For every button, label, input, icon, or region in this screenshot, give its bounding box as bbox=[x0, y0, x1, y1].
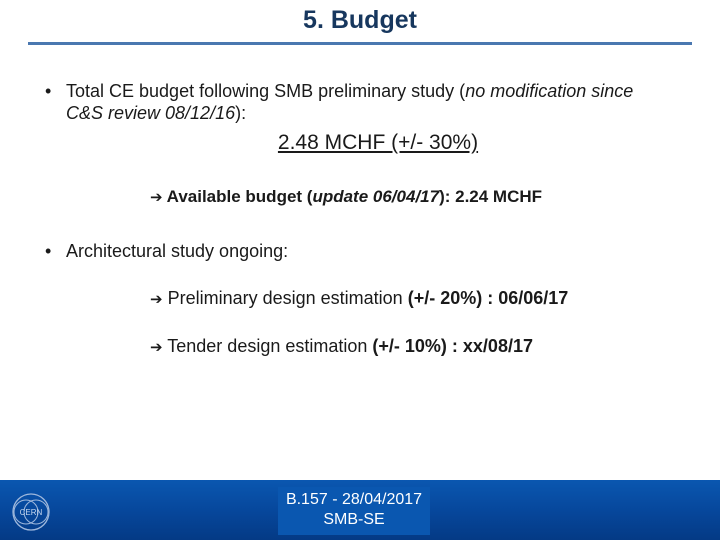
bullet-marker: • bbox=[45, 81, 52, 101]
footer-bar bbox=[0, 480, 720, 540]
sub-item-text-bold: (+/- 10%) : xx/08/17 bbox=[372, 336, 533, 356]
footer-org: SMB-SE bbox=[323, 511, 385, 528]
title-underline bbox=[28, 42, 692, 45]
logo-text: CERN bbox=[19, 508, 43, 517]
sub-item-tender-design bbox=[150, 335, 533, 358]
bullet-text-part: Total CE budget following SMB preliminary study ( bbox=[66, 81, 466, 101]
bullet-text-italic: C&S review 08/12/16 bbox=[66, 103, 236, 123]
bullet-total-budget bbox=[66, 80, 711, 124]
sub-item-text: Tender design estimation bbox=[167, 336, 373, 356]
bullet-text-part: ): bbox=[235, 103, 247, 123]
total-budget-value: 2.48 MCHF (+/- 30%) bbox=[277, 131, 479, 154]
arrow-right-icon: ➔ bbox=[150, 188, 163, 206]
bullet-architectural-study: Architectural study ongoing: bbox=[66, 241, 289, 261]
sub-item-text: Preliminary design estimation bbox=[167, 288, 408, 308]
slide-title: 5. Budget bbox=[303, 6, 417, 34]
cern-logo-icon bbox=[8, 490, 54, 534]
available-text-part: Available budget ( bbox=[166, 187, 313, 206]
footer-date: B.157 - 28/04/2017 bbox=[285, 491, 423, 508]
bullet-text-italic: no modification since bbox=[465, 81, 634, 101]
bullet-marker: • bbox=[45, 241, 52, 261]
available-text-italic: update 06/04/17 bbox=[312, 187, 440, 206]
sub-item-preliminary-design bbox=[150, 287, 568, 310]
footer-info-box bbox=[278, 487, 430, 535]
arrow-right-icon: ➔ bbox=[150, 290, 163, 308]
arrow-right-icon: ➔ bbox=[150, 338, 163, 356]
sub-item-text-bold: (+/- 20%) : 06/06/17 bbox=[407, 288, 569, 308]
available-budget-line bbox=[150, 186, 542, 208]
available-text-part: ): 2.24 MCHF bbox=[439, 187, 543, 206]
